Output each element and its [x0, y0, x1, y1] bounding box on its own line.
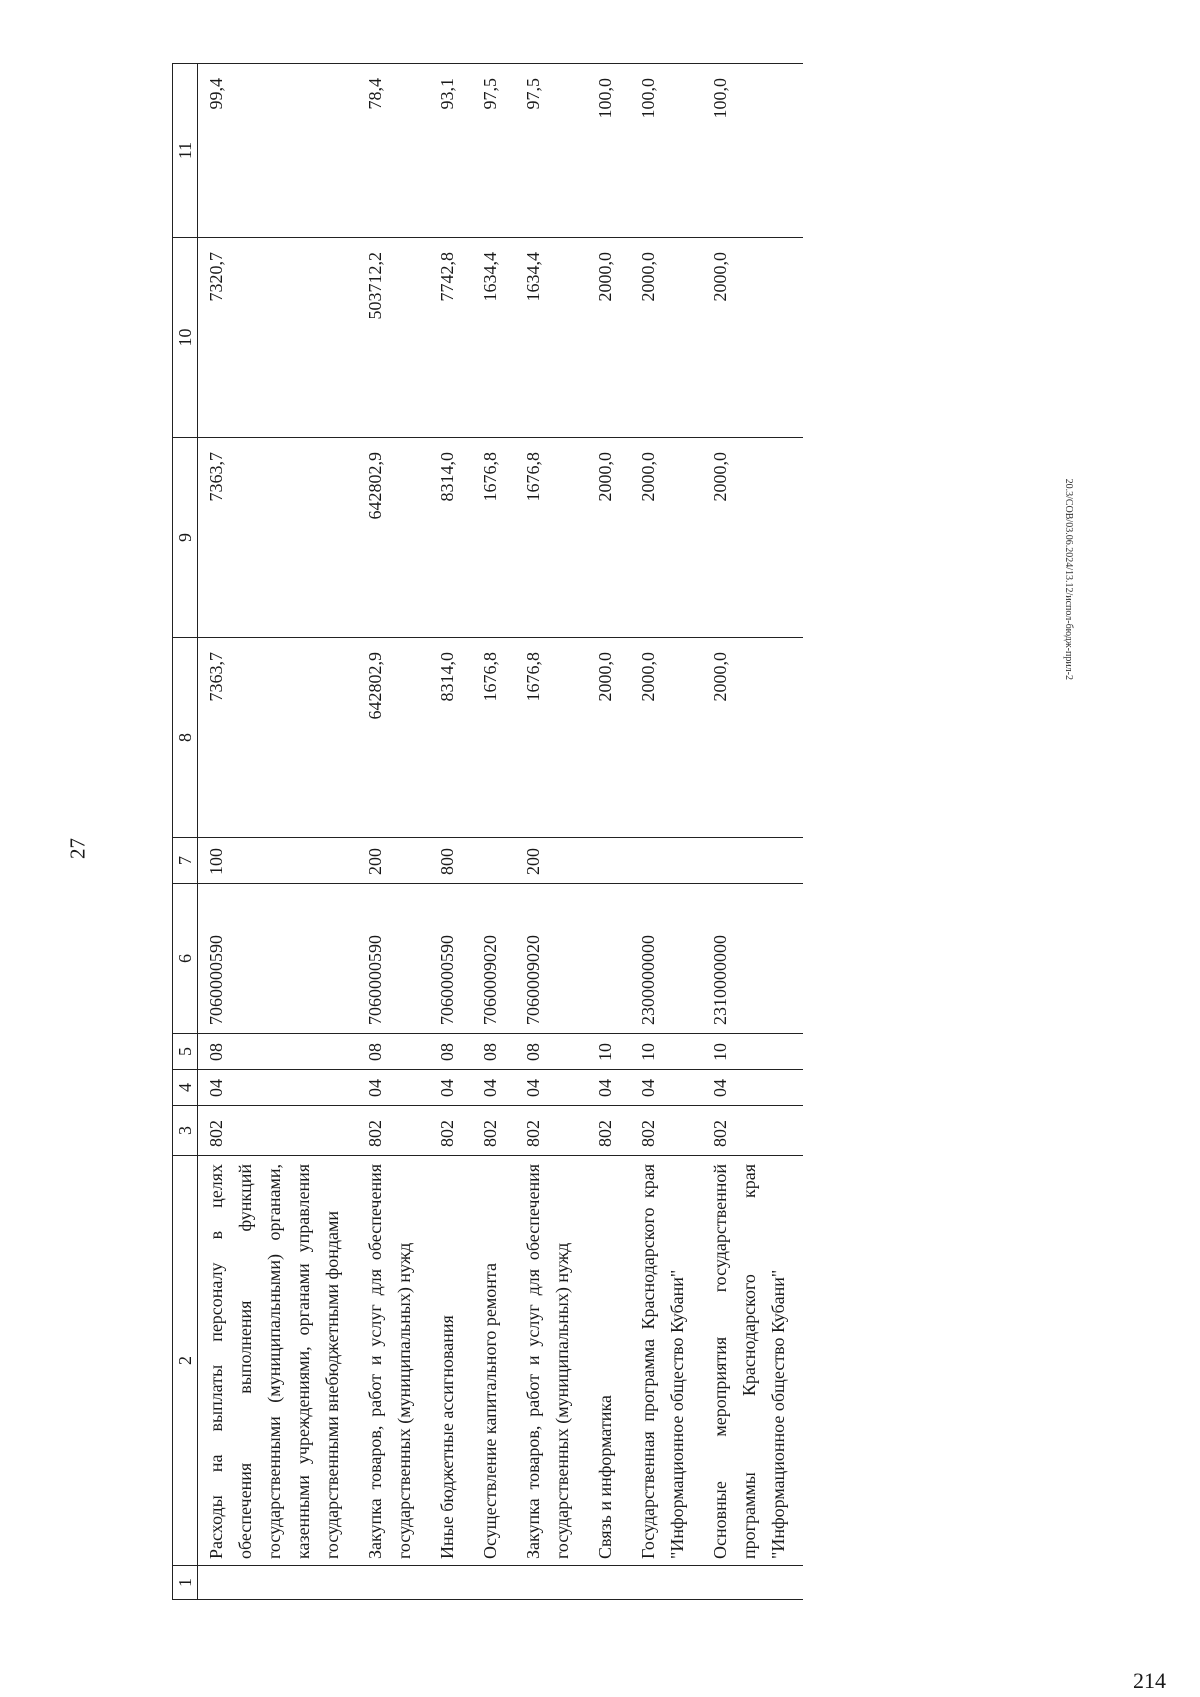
cell-c6: 2310000000 [702, 884, 803, 1034]
cell-c9: 8314,0 [429, 438, 472, 638]
cell-index [587, 1566, 630, 1600]
cell-c3: 802 [198, 1106, 358, 1156]
cell-index [630, 1566, 702, 1600]
cell-index [357, 1566, 429, 1600]
cell-c5: 08 [357, 1034, 429, 1070]
cell-c9: 1676,8 [472, 438, 515, 638]
cell-c7 [472, 838, 515, 884]
cell-c3: 802 [702, 1106, 803, 1156]
cell-c7: 100 [198, 838, 358, 884]
table-row [472, 64, 515, 1600]
cell-c4: 04 [198, 1070, 358, 1106]
cell-c11: 99,4 [198, 64, 358, 238]
cell-c6: 7060009020 [515, 884, 587, 1034]
table-row [198, 64, 358, 1600]
cell-name: Закупка товаров, работ и услуг для обеспечения государственных (муниципальных) нужд [357, 1156, 429, 1566]
col-header: 9 [173, 438, 198, 638]
table-row [515, 64, 587, 1600]
cell-c6: 7060000590 [357, 884, 429, 1034]
cell-c3: 802 [630, 1106, 702, 1156]
cell-name: Связь и информатика [587, 1156, 630, 1566]
file-code: 20.3/СОВ/03.06.2024/13.12/испол-бюдж-прил-2 [1063, 478, 1074, 680]
col-header: 5 [173, 1034, 198, 1070]
cell-name: Расходы на выплаты персоналу в целях обеспечения выполнения функций государственными (муниципальными) органами, казенными учреждениями, органами управления государственными внебюджетными фондами [198, 1156, 358, 1566]
cell-c8: 2000,0 [702, 638, 803, 838]
col-header: 10 [173, 238, 198, 438]
cell-c8: 2000,0 [587, 638, 630, 838]
table-row [702, 64, 803, 1600]
col-header: 11 [173, 64, 198, 238]
cell-c8: 1676,8 [472, 638, 515, 838]
col-header: 8 [173, 638, 198, 838]
cell-c6 [587, 884, 630, 1034]
cell-c9: 2000,0 [587, 438, 630, 638]
cell-c9: 2000,0 [702, 438, 803, 638]
col-header: 7 [173, 838, 198, 884]
cell-c3: 802 [587, 1106, 630, 1156]
table-row [429, 64, 472, 1600]
budget-table-rotated [172, 64, 932, 1600]
cell-c6: 7060000590 [198, 884, 358, 1034]
cell-index [198, 1566, 358, 1600]
cell-c9: 642802,9 [357, 438, 429, 638]
cell-c7: 200 [357, 838, 429, 884]
cell-c5: 10 [630, 1034, 702, 1070]
cell-c11: 97,5 [472, 64, 515, 238]
col-header: 4 [173, 1070, 198, 1106]
page-number: 27 [65, 838, 90, 859]
cell-c10: 1634,4 [515, 238, 587, 438]
cell-c10: 1634,4 [472, 238, 515, 438]
cell-c7 [702, 838, 803, 884]
cell-c10: 503712,2 [357, 238, 429, 438]
cell-c5: 08 [515, 1034, 587, 1070]
cell-c11: 78,4 [357, 64, 429, 238]
cell-c5: 08 [429, 1034, 472, 1070]
cell-c11: 100,0 [587, 64, 630, 238]
cell-c5: 08 [198, 1034, 358, 1070]
cell-c10: 2000,0 [630, 238, 702, 438]
cell-c8: 7363,7 [198, 638, 358, 838]
cell-index [702, 1566, 803, 1600]
cell-c4: 04 [357, 1070, 429, 1106]
cell-c8: 8314,0 [429, 638, 472, 838]
cell-c8: 2000,0 [630, 638, 702, 838]
cell-c9: 2000,0 [630, 438, 702, 638]
sheet-number: 214 [1133, 1668, 1166, 1693]
cell-c7 [630, 838, 702, 884]
cell-c4: 04 [630, 1070, 702, 1106]
cell-name: Государственная программа Краснодарского края "Информационное общество Кубани" [630, 1156, 702, 1566]
cell-c9: 1676,8 [515, 438, 587, 638]
cell-c10: 2000,0 [587, 238, 630, 438]
cell-c4: 04 [472, 1070, 515, 1106]
cell-index [515, 1566, 587, 1600]
cell-c3: 802 [357, 1106, 429, 1156]
cell-index [472, 1566, 515, 1600]
cell-name: Основные мероприятия государственной программы Краснодарского края "Информационное общество Кубани" [702, 1156, 803, 1566]
header-row [173, 64, 198, 1600]
cell-c7: 200 [515, 838, 587, 884]
cell-c10: 7320,7 [198, 238, 358, 438]
cell-c6: 7060000590 [429, 884, 472, 1034]
cell-c7: 800 [429, 838, 472, 884]
cell-c8: 642802,9 [357, 638, 429, 838]
cell-c10: 2000,0 [702, 238, 803, 438]
cell-c5: 10 [587, 1034, 630, 1070]
cell-index [429, 1566, 472, 1600]
budget-table [172, 63, 803, 1600]
cell-c11: 100,0 [630, 64, 702, 238]
cell-c10: 7742,8 [429, 238, 472, 438]
col-header: 2 [173, 1156, 198, 1566]
col-header: 1 [173, 1566, 198, 1600]
cell-c11: 100,0 [702, 64, 803, 238]
cell-c11: 97,5 [515, 64, 587, 238]
table-row [630, 64, 702, 1600]
cell-c3: 802 [472, 1106, 515, 1156]
cell-c5: 10 [702, 1034, 803, 1070]
cell-name: Закупка товаров, работ и услуг для обеспечения государственных (муниципальных) нужд [515, 1156, 587, 1566]
cell-c4: 04 [587, 1070, 630, 1106]
cell-c7 [587, 838, 630, 884]
cell-c3: 802 [515, 1106, 587, 1156]
cell-c3: 802 [429, 1106, 472, 1156]
cell-c5: 08 [472, 1034, 515, 1070]
cell-c4: 04 [702, 1070, 803, 1106]
cell-c6: 7060009020 [472, 884, 515, 1034]
cell-c11: 93,1 [429, 64, 472, 238]
cell-c9: 7363,7 [198, 438, 358, 638]
col-header: 3 [173, 1106, 198, 1156]
cell-name: Осуществление капитального ремонта [472, 1156, 515, 1566]
cell-name: Иные бюджетные ассигнования [429, 1156, 472, 1566]
table-row [587, 64, 630, 1600]
cell-c8: 1676,8 [515, 638, 587, 838]
table-row [357, 64, 429, 1600]
cell-c4: 04 [515, 1070, 587, 1106]
col-header: 6 [173, 884, 198, 1034]
cell-c4: 04 [429, 1070, 472, 1106]
cell-c6: 2300000000 [630, 884, 702, 1034]
